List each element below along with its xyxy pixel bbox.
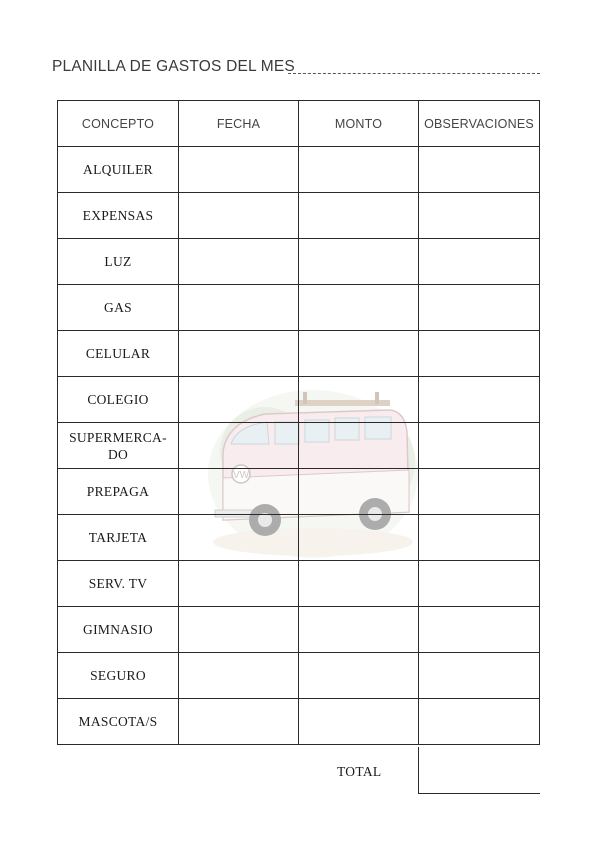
fecha-cell[interactable]	[179, 423, 299, 469]
monto-cell[interactable]	[299, 331, 419, 377]
fecha-cell[interactable]	[179, 469, 299, 515]
observaciones-cell[interactable]	[419, 239, 540, 285]
concept-cell: LUZ	[58, 239, 179, 285]
fecha-cell[interactable]	[179, 147, 299, 193]
observaciones-cell[interactable]	[419, 147, 540, 193]
concept-cell: GAS	[58, 285, 179, 331]
fecha-cell[interactable]	[179, 561, 299, 607]
monto-cell[interactable]	[299, 377, 419, 423]
header-fecha: FECHA	[179, 101, 299, 147]
concept-cell: SUPERMERCA- DO	[58, 423, 179, 469]
table-row	[58, 515, 540, 561]
monto-cell[interactable]	[299, 285, 419, 331]
fecha-cell[interactable]	[179, 699, 299, 745]
fecha-cell[interactable]	[179, 607, 299, 653]
observaciones-cell[interactable]	[419, 561, 540, 607]
observaciones-cell[interactable]	[419, 331, 540, 377]
monto-cell[interactable]	[299, 561, 419, 607]
header-monto: MONTO	[299, 101, 419, 147]
table-row	[58, 193, 540, 239]
table-row	[58, 377, 540, 423]
monto-cell[interactable]	[299, 515, 419, 561]
concept-cell: COLEGIO	[58, 377, 179, 423]
observaciones-cell[interactable]	[419, 423, 540, 469]
observaciones-cell[interactable]	[419, 285, 540, 331]
monto-cell[interactable]	[299, 147, 419, 193]
observaciones-cell[interactable]	[419, 607, 540, 653]
table-row	[58, 607, 540, 653]
table-row	[58, 561, 540, 607]
concept-cell: TARJETA	[58, 515, 179, 561]
concept-cell: CELULAR	[58, 331, 179, 377]
monto-cell[interactable]	[299, 239, 419, 285]
fecha-cell[interactable]	[179, 653, 299, 699]
table-row	[58, 699, 540, 745]
monto-cell[interactable]	[299, 699, 419, 745]
observaciones-cell[interactable]	[419, 699, 540, 745]
table-row	[58, 331, 540, 377]
total-row	[57, 747, 540, 794]
monto-cell[interactable]	[299, 607, 419, 653]
expense-table	[57, 100, 540, 745]
observaciones-cell[interactable]	[419, 653, 540, 699]
concept-cell: GIMNASIO	[58, 607, 179, 653]
table-row	[58, 469, 540, 515]
total-label: TOTAL	[337, 764, 382, 779]
header-concepto: CONCEPTO	[58, 101, 179, 147]
fecha-cell[interactable]	[179, 515, 299, 561]
monto-cell[interactable]	[299, 193, 419, 239]
fecha-cell[interactable]	[179, 285, 299, 331]
concept-cell: PREPAGA	[58, 469, 179, 515]
concept-cell: EXPENSAS	[58, 193, 179, 239]
table-row	[58, 239, 540, 285]
month-blank-line[interactable]	[288, 73, 540, 74]
table-row	[58, 285, 540, 331]
table-row	[58, 147, 540, 193]
observaciones-cell[interactable]	[419, 377, 540, 423]
svg-text:VW: VW	[232, 470, 250, 481]
monto-cell[interactable]	[299, 423, 419, 469]
fecha-cell[interactable]	[179, 331, 299, 377]
concept-cell: ALQUILER	[58, 147, 179, 193]
concept-cell: SERV. TV	[58, 561, 179, 607]
monto-cell[interactable]	[299, 469, 419, 515]
concept-cell: SEGURO	[58, 653, 179, 699]
total-amount-cell[interactable]	[418, 747, 540, 794]
header-observaciones: OBSERVACIONES	[419, 101, 540, 147]
monto-cell[interactable]	[299, 653, 419, 699]
observaciones-cell[interactable]	[419, 515, 540, 561]
fecha-cell[interactable]	[179, 239, 299, 285]
fecha-cell[interactable]	[179, 377, 299, 423]
sheet-title: PLANILLA DE GASTOS DEL MES	[52, 58, 295, 75]
observaciones-cell[interactable]	[419, 193, 540, 239]
table-row	[58, 653, 540, 699]
observaciones-cell[interactable]	[419, 469, 540, 515]
header-row	[58, 101, 540, 147]
concept-cell: MASCOTA/S	[58, 699, 179, 745]
table-row	[58, 423, 540, 469]
fecha-cell[interactable]	[179, 193, 299, 239]
